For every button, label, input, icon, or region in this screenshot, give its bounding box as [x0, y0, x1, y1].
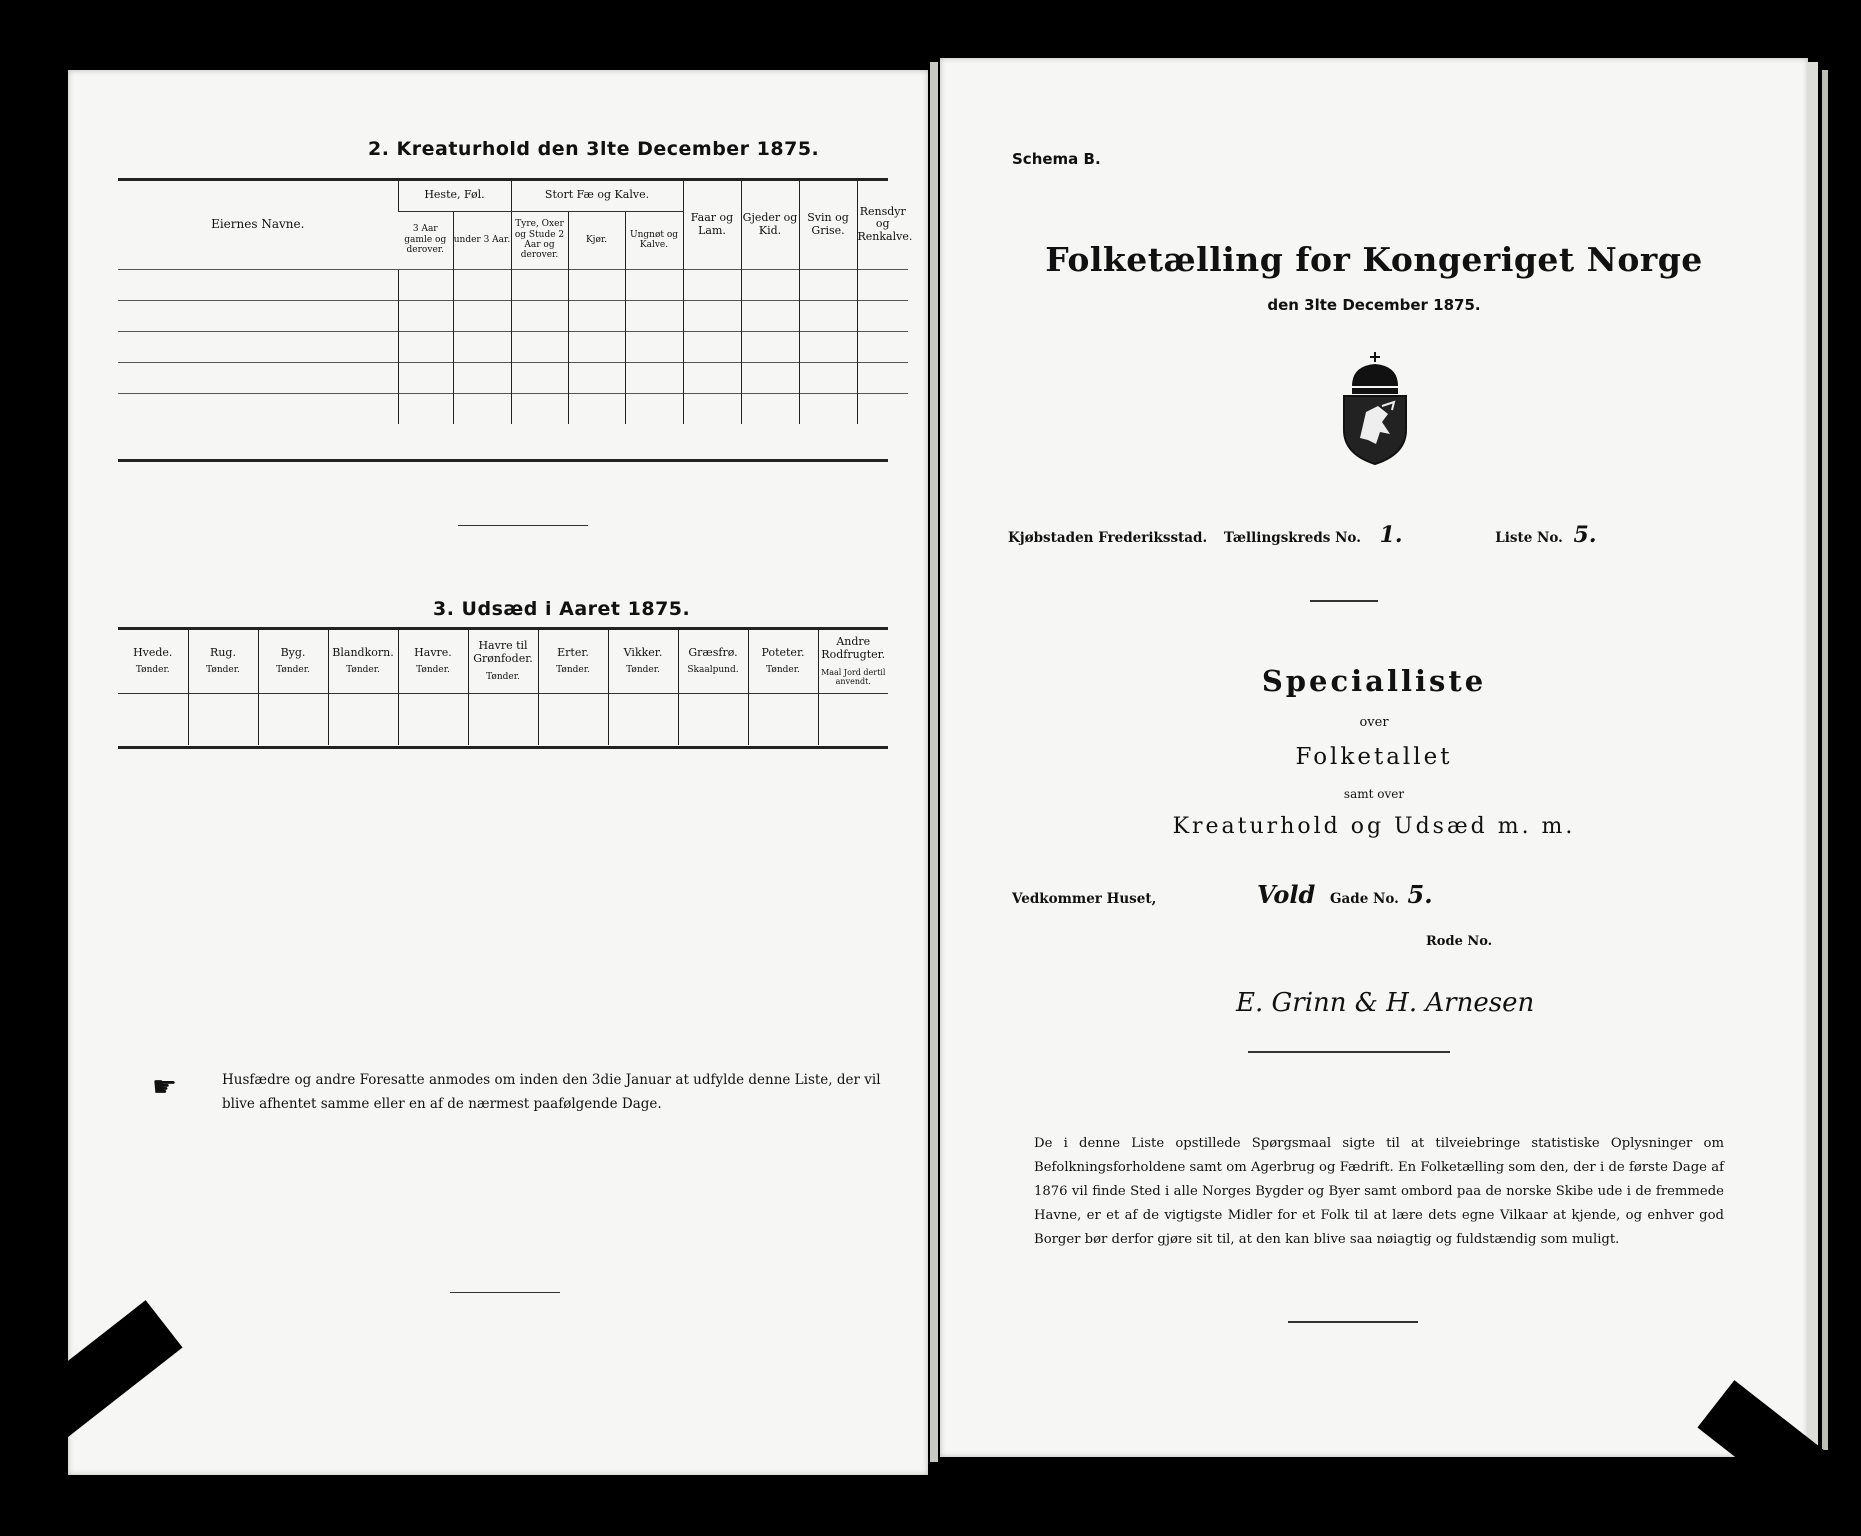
sowing-cell — [188, 693, 258, 745]
over-text: over — [1359, 715, 1389, 730]
sowing-cell — [538, 693, 608, 745]
sowing-cell — [258, 693, 328, 745]
page-edge — [1822, 70, 1828, 1450]
sowing-col-header — [468, 630, 538, 693]
horses-header: Heste, Føl. — [398, 181, 511, 211]
right-page — [940, 58, 1808, 1457]
page-edge — [1808, 62, 1818, 1454]
sowing-col-unit: Tønder. — [135, 665, 170, 676]
table-row — [118, 331, 908, 362]
location-line — [1008, 522, 1597, 548]
sowing-cell — [118, 693, 188, 745]
horses-young-header: under 3 Aar. — [453, 211, 511, 269]
divider — [1310, 600, 1378, 602]
samt-over-text: samt over — [1343, 787, 1405, 801]
sowing-col-unit: Tønder. — [276, 665, 310, 676]
cattle-header: Stort Fæ og Kalve. — [511, 181, 683, 211]
sowing-col-name: Havre til Grønfoder. — [473, 639, 533, 666]
sowing-cell — [468, 693, 538, 745]
livestock-bottom-rule — [118, 459, 888, 462]
livestock-heading: Kreaturhold og Udsæd m. m. — [1172, 814, 1576, 839]
signature-rule — [1248, 1051, 1450, 1053]
owner-col-header: Eiernes Navne. — [211, 216, 305, 231]
sowing-bottom-rule — [118, 746, 888, 749]
town-name: Kjøbstaden Frederiksstad. — [1008, 530, 1208, 546]
sowing-cell — [398, 693, 468, 745]
sowing-col-header — [258, 630, 328, 693]
census-date: den 3lte December 1875. — [1267, 296, 1481, 314]
notice-text: Husfædre og andre Foresatte anmodes om inden den 3die Januar at udfylde denne Liste, der vil blive afhentet samme eller en af de nærmest paafølgende Dage. — [222, 1072, 881, 1112]
sowing-col-name: Vikker. — [623, 645, 663, 659]
page-title: Folketælling for Kongeriget Norge — [1045, 240, 1703, 279]
district-value: 1. — [1379, 522, 1403, 548]
sowing-col-header — [118, 630, 188, 693]
pigs-header: Svin og Grise. — [799, 181, 857, 269]
street-label: Gade No. — [1330, 891, 1399, 907]
sowing-col-name: Græsfrø. — [688, 645, 738, 659]
sowing-col-name: Rug. — [210, 645, 236, 659]
table-row — [118, 393, 908, 424]
sowing-col-name: Poteter. — [761, 645, 805, 659]
sowing-col-unit: Tønder. — [486, 671, 520, 682]
table-row — [118, 269, 908, 300]
divider — [1288, 1321, 1418, 1323]
sowing-cell — [608, 693, 678, 745]
sowing-cell — [678, 693, 748, 745]
sowing-col-header — [748, 630, 818, 693]
bulls-header: Tyre, Oxer og Stude 2 Aar og derover. — [511, 211, 568, 269]
table-row — [118, 300, 908, 331]
sowing-col-name: Blandkorn. — [332, 645, 394, 659]
sowing-col-name: Andre Rodfrugter. — [821, 635, 886, 662]
sowing-col-name: Hvede. — [133, 645, 173, 659]
list-value: 5. — [1573, 522, 1597, 548]
sowing-cell — [328, 693, 398, 745]
cows-header: Kjør. — [568, 211, 625, 269]
sowing-col-unit: Tønder. — [346, 665, 380, 676]
sowing-col-header — [328, 630, 398, 693]
signature: E. Grinn & H. Arnesen — [1236, 988, 1535, 1018]
gutter — [930, 62, 938, 1462]
street-value: Vold — [1257, 880, 1316, 909]
sowing-table — [118, 630, 888, 745]
left-page — [68, 70, 928, 1475]
sowing-col-header — [818, 630, 888, 693]
sowing-col-unit: Skaalpund. — [687, 665, 739, 676]
specialliste-heading: Specialliste — [1261, 664, 1487, 698]
sowing-header-row — [118, 630, 888, 693]
sowing-col-name: Byg. — [280, 645, 306, 659]
sheep-header: Faar og Lam. — [683, 181, 741, 269]
explanation-paragraph: De i denne Liste opstillede Spørgsmaal sigte til at tilveiebringe statistiske Oplysninger om Befolkningsforholdene samt om Agerbrug og Fædrift. En Folketælling som den, der i de første Dage af 1876 vil finde Sted i alle Norges Bygder og Byer samt ombord paa de norske Skibe ude i de fremmede Havne, er et af de vigtigste Midler for et Folk til at lære dets egne Vilkaar at kjende, og enhver god Borger bør derfor gjøre sit til, at den kan blive saa nøiagtig og fuldstændig som muligt. — [1034, 1136, 1724, 1247]
sowing-col-unit: Maal Jord dertil anvendt. — [821, 667, 886, 686]
young-cattle-header: Ungnøt og Kalve. — [625, 211, 683, 269]
pointing-hand-icon: ☛ — [152, 1070, 178, 1103]
sowing-col-unit: Tønder. — [626, 665, 660, 676]
horses-old-header: 3 Aar gamle og derover. — [404, 224, 447, 256]
table-row — [118, 693, 888, 745]
coat-of-arms-icon — [1332, 348, 1418, 468]
sowing-cell — [818, 693, 888, 745]
sowing-col-unit: Tønder. — [206, 665, 240, 676]
street-number: 5. — [1407, 880, 1433, 909]
divider — [458, 525, 588, 526]
house-label: Vedkommer Huset, — [1012, 891, 1157, 907]
sowing-col-unit: Tønder. — [416, 665, 450, 676]
divider — [450, 1292, 560, 1293]
sowing-col-header — [678, 630, 748, 693]
goats-header: Gjeder og Kid. — [741, 181, 799, 269]
sowing-col-name: Havre. — [414, 645, 452, 659]
sowing-col-name: Erter. — [557, 645, 589, 659]
sowing-col-header — [608, 630, 678, 693]
reindeer-header: Rensdyr og Renkalve. — [857, 181, 908, 269]
district-label: Tællingskreds No. — [1223, 530, 1361, 546]
sowing-title: 3. Udsæd i Aaret 1875. — [433, 598, 691, 620]
livestock-table — [118, 181, 913, 424]
sowing-col-header — [538, 630, 608, 693]
list-label: Liste No. — [1495, 530, 1563, 546]
sowing-col-unit: Tønder. — [766, 665, 800, 676]
sowing-col-header — [188, 630, 258, 693]
sowing-cell — [748, 693, 818, 745]
population-heading: Folketallet — [1295, 744, 1453, 770]
rode-label: Rode No. — [1426, 934, 1493, 949]
schema-label: Schema B. — [1012, 150, 1101, 168]
sowing-col-header — [398, 630, 468, 693]
table-row — [118, 362, 908, 393]
address-line — [1012, 880, 1433, 909]
livestock-title: 2. Kreaturhold den 3lte December 1875. — [368, 138, 820, 160]
sowing-col-unit: Tønder. — [556, 665, 590, 676]
